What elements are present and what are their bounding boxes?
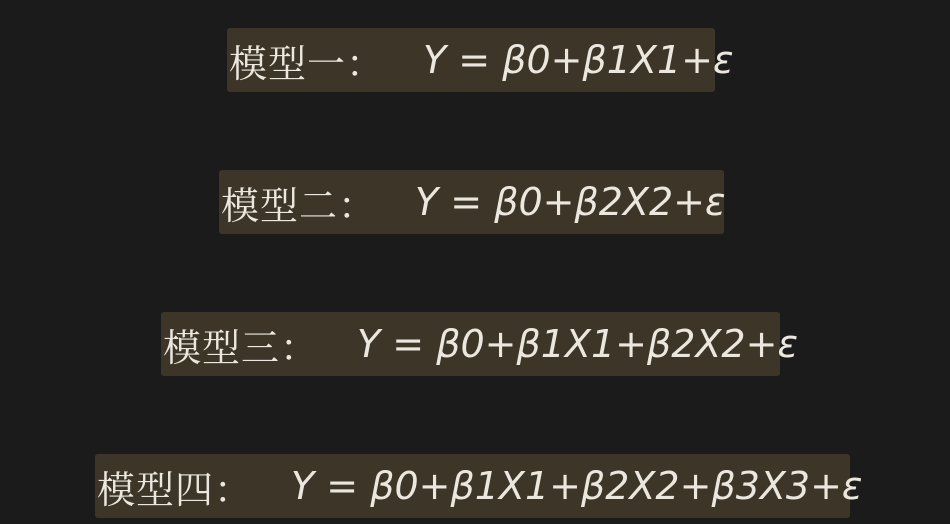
model-row-1 <box>227 28 734 92</box>
model-formula-1: Y = β0+β1X1+ε <box>423 38 734 82</box>
model-row-2 <box>219 170 724 234</box>
model-label-1: 模型一： <box>229 41 386 86</box>
model-label-2: 模型二： <box>221 183 378 228</box>
model-row-4 <box>95 454 863 518</box>
model-formula-4: Y = β0+β1X1+β2X2+β3X3+ε <box>291 464 863 508</box>
model-row-3 <box>161 312 798 376</box>
model-label-4: 模型四： <box>97 467 254 512</box>
model-label-3: 模型三： <box>163 325 320 370</box>
model-formula-3: Y = β0+β1X1+β2X2+ε <box>357 322 798 366</box>
model-formula-2: Y = β0+β2X2+ε <box>415 180 726 224</box>
